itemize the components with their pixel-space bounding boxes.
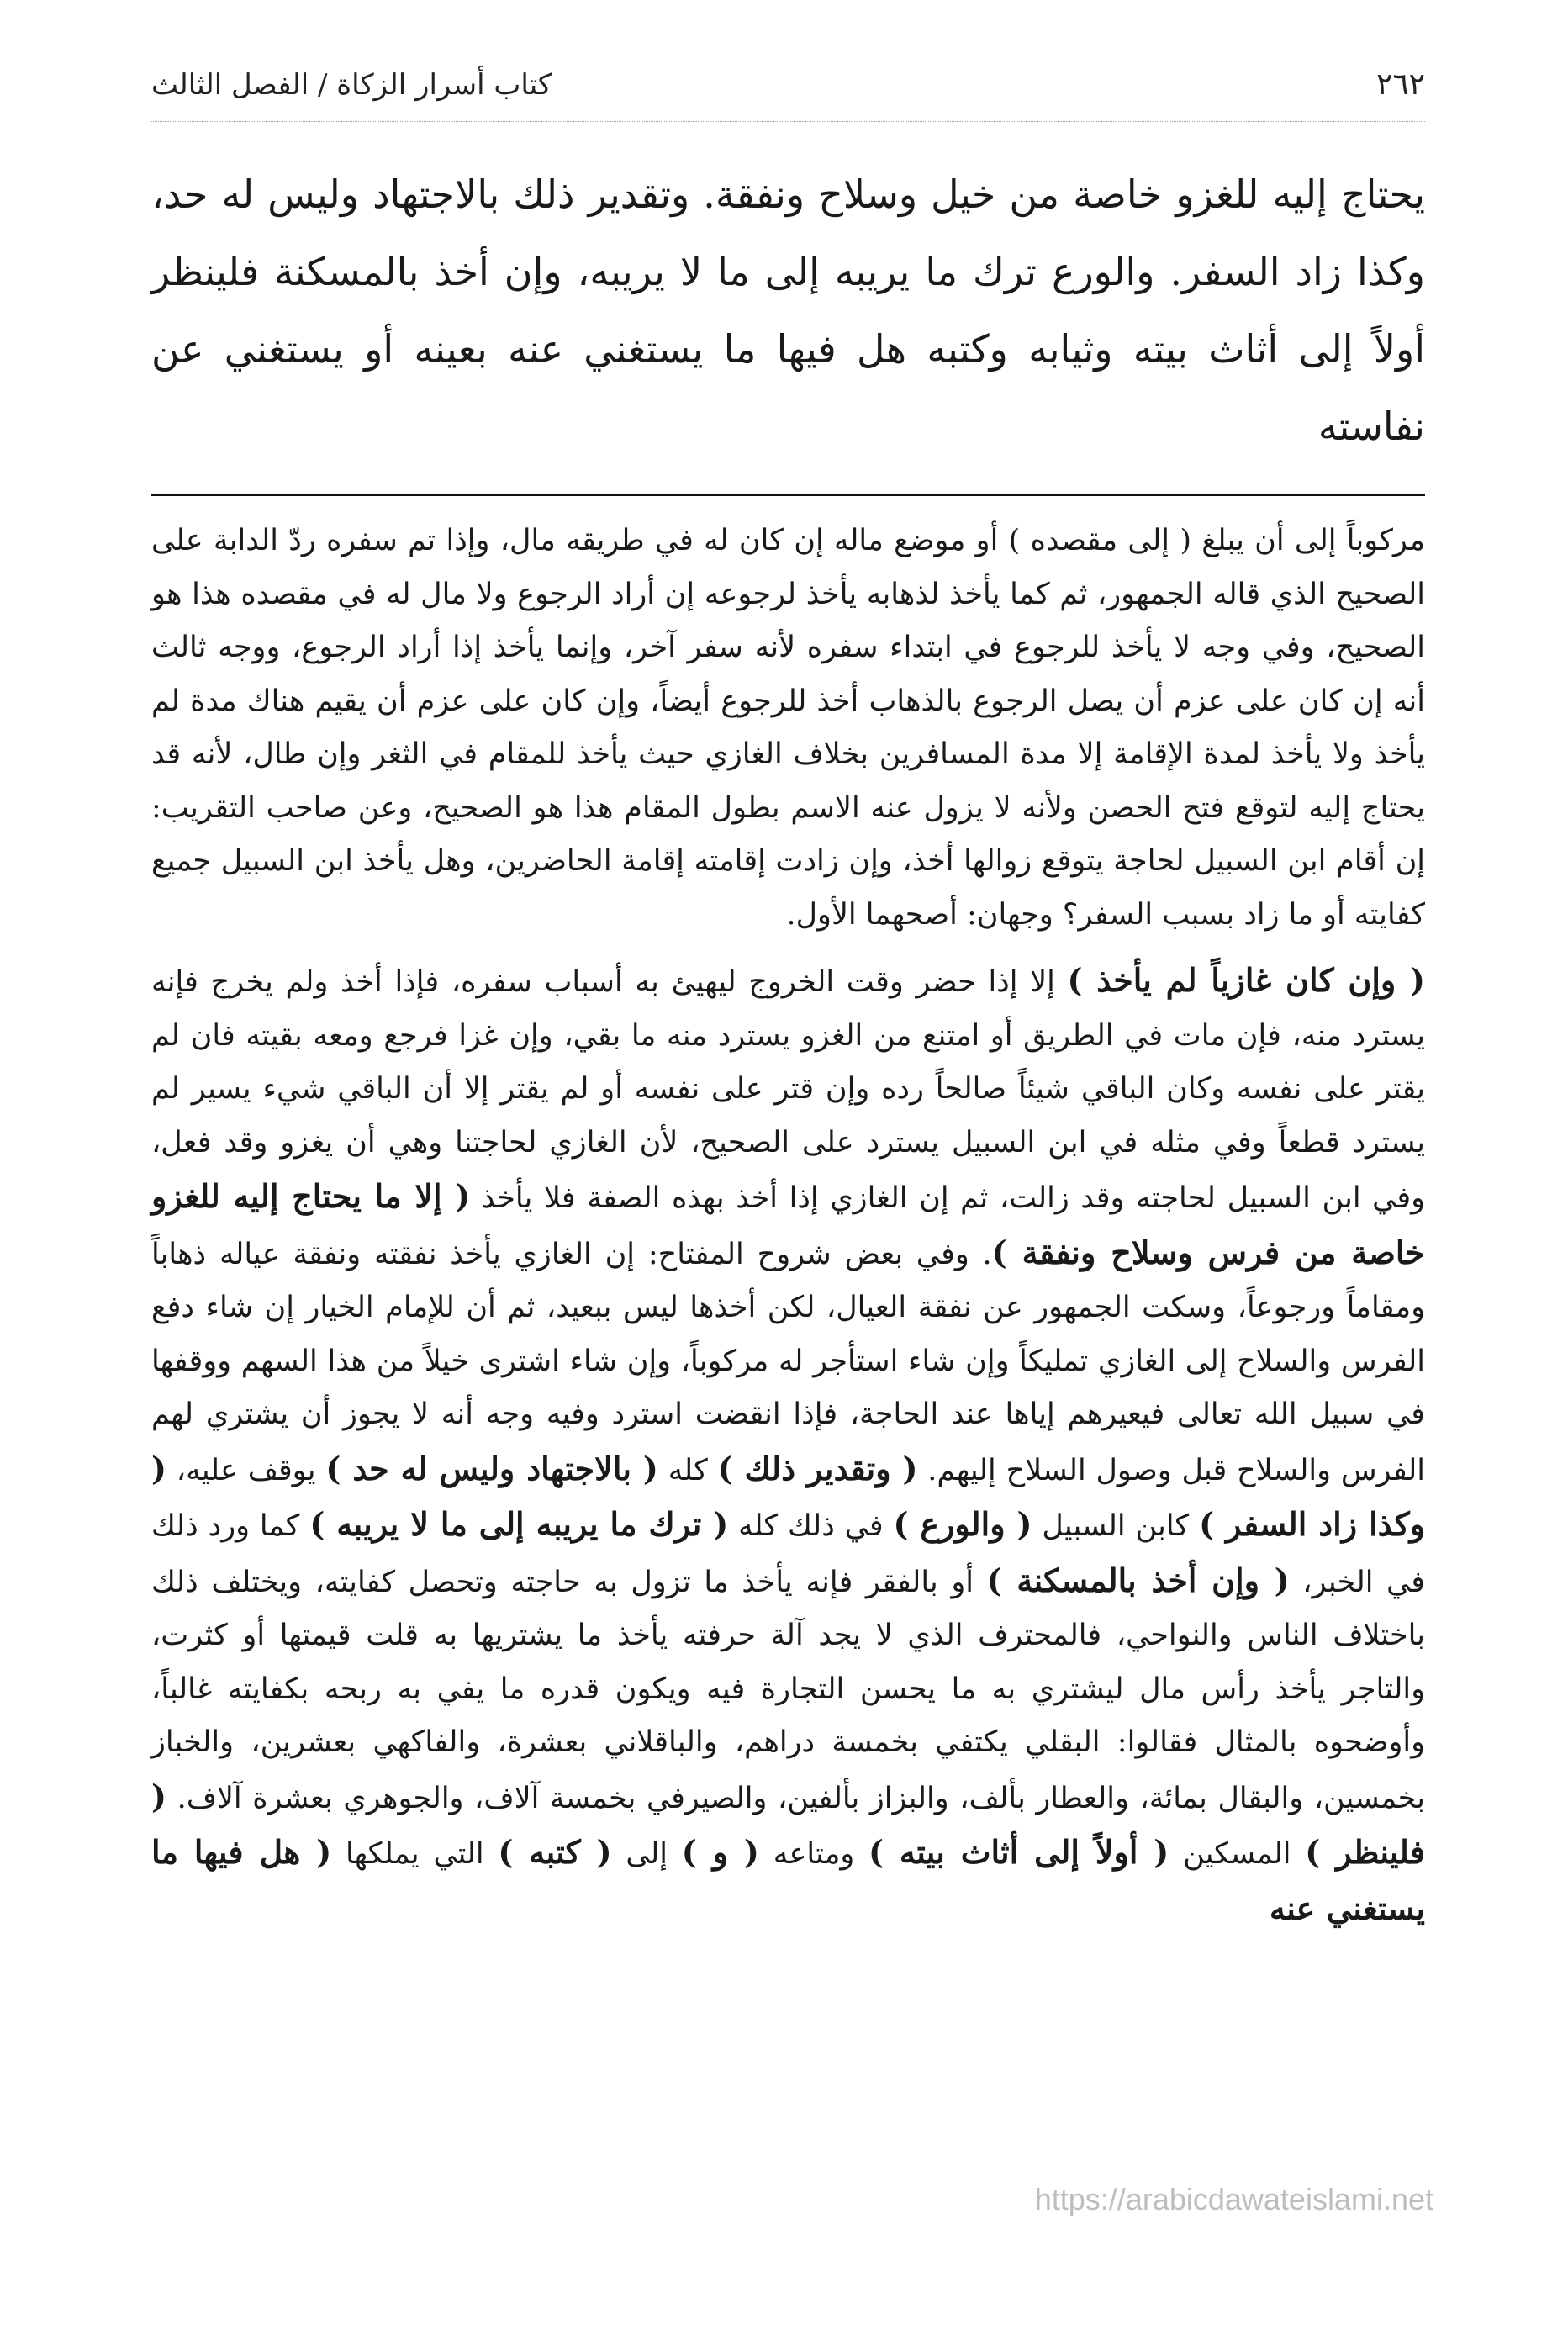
quoted-matn: ( كتبه ) [498,1833,612,1871]
commentary-run: يوقف عليه، [166,1453,326,1487]
commentary-run: كله [657,1453,718,1487]
quoted-matn: ( إلا ما يحتاج إليه للغزو خاصة من فرس وسلاح ونفقة ) [151,1177,1425,1271]
commentary-run: . وفي بعض شروح المفتاح: إن الغازي يأخذ نفقته ونفقة عياله ذهاباً ومقاماً ورجوعاً، وسكت الجمهور عن نفقة العيال، لكن أخذها ليس ببعيد، ثم أن للإمام الخيار إن شاء دفع الفرس والسلاح إلى الغازي تمليكاً وإن شاء استأجر له مركوباً، وإن شاء اشترى خيلاً من هذا السهم ووقفها في سبيل الله تعالى فيعيرهم إياها عند الحاجة، فإذا انقضت استرد وفيه وجه أنه لا يجوز أن يشتري لهم الفرس والسلاح قبل وصول السلاح إليهم. [151,1237,1425,1487]
commentary-run: المسكين [1169,1837,1306,1871]
page-number: ٢٦٢ [1375,67,1425,102]
commentary-run: التي يملكها [331,1837,499,1871]
commentary-paragraph-1: مركوباً إلى أن يبلغ ( إلى مقصده ) أو موضع ماله إن كان له في طريقه مال، وإذا تم سفره ردّ الدابة على الصحيح الذي قاله الجمهور، ثم كما يأخذ لذهابه يأخذ لرجوعه إن أراد الرجوع ولا مال له في مقصده هذا هو الصحيح، وفي وجه لا يأخذ للرجوع في ابتداء سفره لأنه سفر آخر، وإنما يأخذ إذا أراد الرجوع، ووجه ثالث أنه إن كان على عزم أن يصل الرجوع بالذهاب أخذ للرجوع أيضاً، وإن كان على عزم أن يقيم هناك مدة لم يأخذ ولا يأخذ لمدة الإقامة إلا مدة المسافرين بخلاف الغازي حيث يأخذ للمقام في الثغر وإن طال، لأنه قد يحتاج إليه لتوقع فتح الحصن ولأنه لا يزول عنه الاسم بطول المقام هذا هو الصحيح، وعن صاحب التقريب: إن أقام ابن السبيل لحاجة يتوقع زوالها أخذ، وإن زادت إقامته إقامة الحاضرين، وهل يأخذ ابن السبيل جميع كفايته أو ما زاد بسبب السفر؟ وجهان: أصحهما الأول. [151,524,1425,932]
commentary-divider [151,494,1425,496]
quoted-matn: ( وإن كان غازياً لم يأخذ ) [1067,961,1425,999]
commentary-run: إلى [611,1837,682,1871]
quoted-matn: ( و ) [681,1833,759,1871]
book-page [151,67,1425,1937]
main-text-paragraph: يحتاج إليه للغزو خاصة من خيل وسلاح ونفقة. وتقدير ذلك بالاجتهاد وليس له حد، وكذا زاد السفر. والورع ترك ما يريبه إلى ما لا يريبه، وإن أخذ بالمسكنة فلينظر أولاً إلى أثاث بيته وثيابه وكتبه هل فيها ما يستغني عنه بعينه أو يستغني عن نفاسته [151,172,1425,449]
quoted-matn: ( ترك ما يريبه إلى ما لا يريبه ) [309,1505,729,1543]
quoted-matn: ( والورع ) [893,1505,1032,1543]
commentary-run: أو بالفقر فإنه يأخذ ما تزول به حاجته وتحصل كفايته، ويختلف ذلك باختلاف الناس والنواحي، فالمحترف الذي لا يجد آلة حرفته يأخذ ما يشتريها به قلت قيمتها أو كثرت، والتاجر يأخذ رأس مال ليشتري به ما يحسن التجارة فيه ويكون قدره ما يفي به ربحه بكفايته غالباً، وأوضحوه بالمثال فقالوا: البقلي يكتفي بخمسة دراهم، والباقلاني بعشرة، والفاكهي بعشرين، والخباز بخمسين، والبقال بمائة، والعطار بألف، والبزاز بألفين، والصيرفي بخمسة آلاف، والجوهري بعشرة آلاف. [151,1565,1425,1815]
quoted-matn: ( بالاجتهاد وليس له حد ) [325,1449,658,1487]
quoted-matn: ( وتقدير ذلك ) [717,1449,918,1487]
quoted-matn: ( فلينظر ) [151,1777,1426,1871]
commentary-run: إلا إذا حضر وقت الخروج ليهيئ به أسباب سفره، فإذا أخذ ولم يخرج فإنه يسترد منه، فإن مات في الطريق أو امتنع من الغزو يسترد منه ما بقي، وإن غزا فرجع ومعه بقيته فان لم يقتر على نفسه وكان الباقي شيئاً صالحاً رده وإن قتر على نفسه أو لم يقتر إلا أن الباقي شيء يسير لم يسترد قطعاً وفي مثله في ابن السبيل يسترد على الصحيح، لأن الغازي لحاجتنا وهي أن يغزو وقد فعل، وفي ابن السبيل لحاجته وقد زالت، ثم إن الغازي إذا أخذ بهذه الصفة فلا يأخذ [151,965,1425,1215]
commentary-run: كابن السبيل [1032,1509,1200,1543]
running-head: كتاب أسرار الزكاة / الفصل الثالث [151,68,552,102]
commentary-paragraph-2 [151,954,1425,1937]
commentary-run: ومتاعه [758,1837,869,1871]
quoted-matn: ( وإن أخذ بالمسكنة ) [986,1561,1290,1599]
watermark-url: https://arabicdawateislami.net [1034,2182,1433,2216]
commentary-run: في ذلك كله [728,1509,894,1543]
commentary-text [151,515,1425,1937]
main-text [151,156,1425,465]
quoted-matn: ( هل فيها ما يستغني عنه [151,1833,1425,1927]
quoted-matn: ( أولاً إلى أثاث بيته ) [868,1833,1169,1871]
quoted-matn: ( وكذا زاد السفر ) [151,1449,1426,1543]
commentary-run: كما ورد ذلك في الخبر، [151,1509,1425,1599]
page-header [151,67,1425,122]
